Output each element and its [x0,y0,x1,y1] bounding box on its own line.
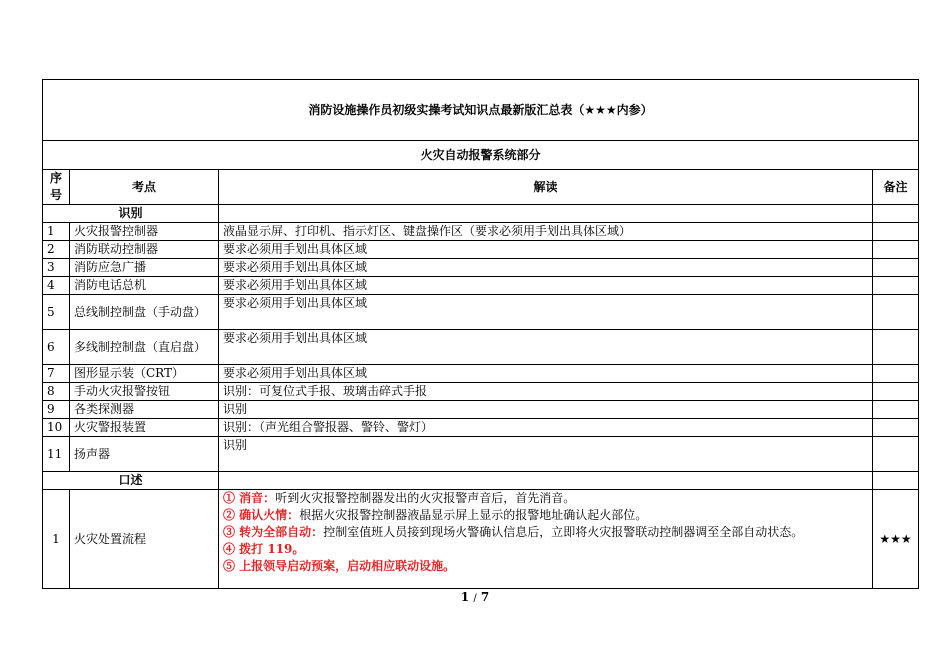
row-remark [873,241,919,259]
row-remark [873,383,919,401]
row-topic: 多线制控制盘（直启盘） [70,330,219,365]
table-row [43,330,919,365]
row-remark [873,259,919,277]
row-explain: 要求必须用手划出具体区域 [219,241,873,259]
row-explain: 要求必须用手划出具体区域 [219,277,873,295]
table-row [43,295,919,330]
row-no: 2 [43,241,70,259]
step-head: ④ 拨打 119。 [223,542,305,556]
row-topic: 消防联动控制器 [70,241,219,259]
row-remark [873,277,919,295]
row-no: 11 [43,437,70,472]
table-row [43,223,919,241]
row-no: 6 [43,330,70,365]
row-no: 10 [43,419,70,437]
row-topic: 消防应急广播 [70,259,219,277]
row-remark [873,419,919,437]
table-row [43,490,919,589]
header-topic: 考点 [70,170,219,205]
section-title: 火灾自动报警系统部分 [43,141,919,170]
row-topic: 手动火灾报警按钮 [70,383,219,401]
step-line [223,541,868,558]
row-explain: 要求必须用手划出具体区域 [219,330,873,365]
row-remark [873,223,919,241]
group-oral: 口述 [43,472,219,490]
step-body: 根据火灾报警控制器液晶显示屏上显示的报警地址确认起火部位。 [299,508,648,522]
row-no: 5 [43,295,70,330]
row-no: 3 [43,259,70,277]
header-no: 序号 [43,170,70,205]
step-body: 控制室值班人员接到现场火警确认信息后，立即将火灾报警联动控制器调至全部自动状态。 [323,525,804,539]
row-explain: 识别 [219,437,873,472]
step-body: 听到火灾报警控制器发出的火灾报警声音后，首先消音。 [275,491,576,505]
table-row [43,437,919,472]
row-explain: 要求必须用手划出具体区域 [219,259,873,277]
step-line [223,507,868,524]
row-remark [873,330,919,365]
table-row [43,365,919,383]
group-identify: 识别 [43,205,219,223]
page-separator: / [473,593,477,604]
row-no: 4 [43,277,70,295]
step-head: ② 确认火情： [223,508,300,522]
row-explain: 液晶显示屏、打印机、指示灯区、键盘操作区（要求必须用手划出具体区域） [219,223,873,241]
step-line [223,524,868,541]
row-no: 1 [43,490,70,589]
row-no: 1 [43,223,70,241]
step-head: ① 消音： [223,491,276,505]
row-no: 8 [43,383,70,401]
row-remark [873,365,919,383]
table-row [43,241,919,259]
row-topic: 火灾报警控制器 [70,223,219,241]
row-topic: 总线制控制盘（手动盘） [70,295,219,330]
empty-cell [219,472,873,490]
header-remark: 备注 [873,170,919,205]
row-remark [873,437,919,472]
row-explain: 要求必须用手划出具体区域 [219,295,873,330]
step-line [223,490,868,507]
row-topic: 火灾处置流程 [70,490,219,589]
row-explain: 要求必须用手划出具体区域 [219,365,873,383]
empty-cell [219,205,873,223]
row-topic: 各类探测器 [70,401,219,419]
empty-cell [873,472,919,490]
knowledge-table [42,79,919,589]
row-explain: 识别 [219,401,873,419]
step-line [223,558,868,575]
row-remark [873,295,919,330]
row-topic: 火灾警报装置 [70,419,219,437]
row-no: 9 [43,401,70,419]
table-row [43,259,919,277]
row-topic: 图形显示装（CRT） [70,365,219,383]
row-no: 7 [43,365,70,383]
page-number: 1 [460,590,470,604]
row-topic: 扬声器 [70,437,219,472]
page-total: 7 [480,590,490,604]
table-row [43,383,919,401]
row-topic: 消防电话总机 [70,277,219,295]
row-explain: 识别：可复位式手报、玻璃击碎式手报 [219,383,873,401]
row-explain: 识别：（声光组合警报器、警铃、警灯） [219,419,873,437]
step-head: ⑤ 上报领导启动预案，启动相应联动设施。 [223,559,456,573]
document-title: 消防设施操作员初级实操考试知识点最新版汇总表（★★★内参） [43,80,919,141]
header-explain: 解读 [219,170,873,205]
empty-cell [873,205,919,223]
step-head: ③ 转为全部自动： [223,525,324,539]
page-footer [0,590,950,604]
table-row [43,277,919,295]
table-row [43,401,919,419]
process-steps [219,490,873,589]
table-row [43,419,919,437]
row-remark [873,401,919,419]
importance-stars: ★★★ [873,490,919,589]
